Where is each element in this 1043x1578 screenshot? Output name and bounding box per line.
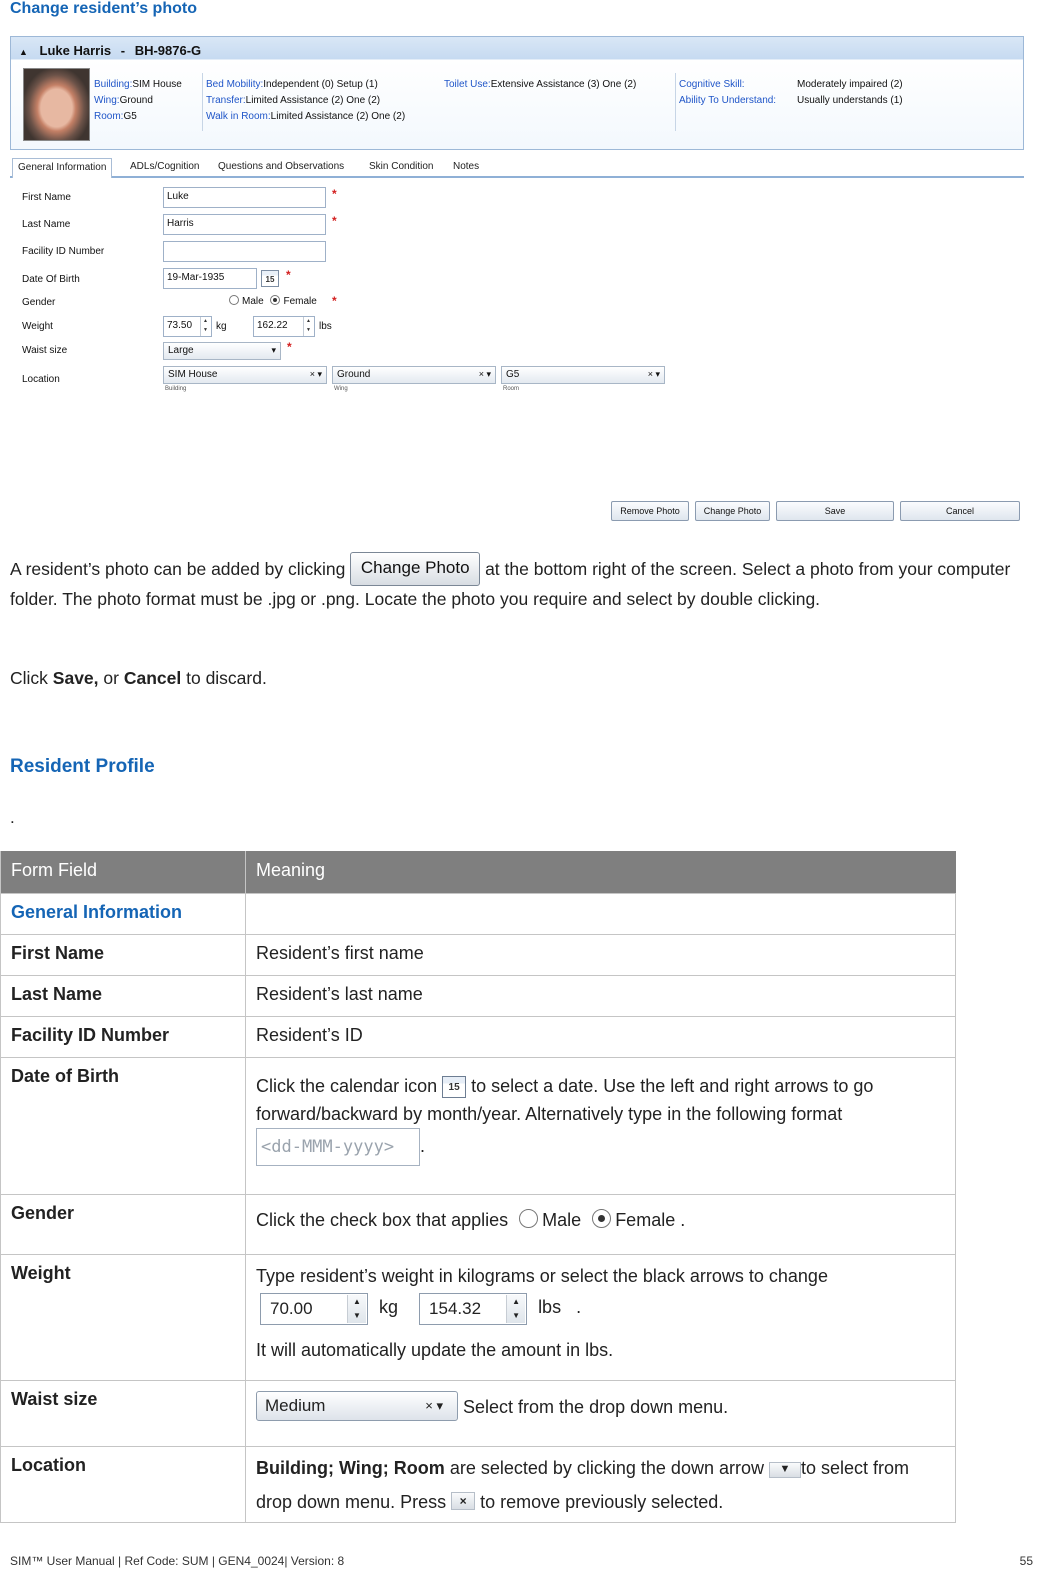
- info-mobility: [206, 77, 405, 125]
- field-first-name: First Name: [1, 934, 246, 975]
- info-value: Usually understands (1): [797, 95, 903, 106]
- info-value: Limited Assistance (2) One (2): [270, 111, 406, 122]
- meaning-weight: [246, 1254, 956, 1380]
- cancel-button[interactable]: Cancel: [900, 501, 1020, 521]
- facility-id-input[interactable]: [163, 241, 326, 262]
- dob-input[interactable]: 19-Mar-1935: [163, 268, 257, 289]
- page-footer: [10, 1554, 1033, 1568]
- required-marker: *: [332, 187, 337, 201]
- info-toilet: [444, 77, 636, 93]
- weight-kg-input[interactable]: [163, 316, 212, 337]
- meaning-facility-id: Resident’s ID: [246, 1016, 956, 1057]
- header-meaning: Meaning: [246, 851, 956, 893]
- table-row: [1, 975, 956, 1016]
- meaning-waist: [246, 1380, 956, 1446]
- kg-spinner[interactable]: ▲ ▼: [200, 317, 210, 336]
- table-row: [1, 1016, 956, 1057]
- waist-select[interactable]: [163, 342, 281, 360]
- field-waist: Waist size: [1, 1380, 246, 1446]
- field-weight: Weight: [1, 1254, 246, 1380]
- male-label: Male: [542, 1209, 582, 1230]
- clear-chevron-icon[interactable]: × ▾: [478, 369, 491, 379]
- para-text: at the bottom right of the screen. Select a photo from your computer folder. The photo format must be .jpg or .png. Locate the photo you require and select by double clicking.: [10, 559, 1011, 609]
- cell-text: Click the check box that applies: [256, 1209, 509, 1230]
- dob-label: Date Of Birth: [22, 274, 80, 285]
- cancel-keyword: Cancel: [123, 668, 182, 688]
- clear-chevron-icon: × ▾: [425, 1397, 443, 1413]
- info-value: Moderately impaired (2): [797, 79, 903, 90]
- cell-text: are selected by clicking the down arrow: [449, 1457, 764, 1478]
- app-screenshot: [10, 36, 1024, 524]
- info-value: Independent (0) Setup (1): [263, 79, 378, 90]
- field-dob: Date of Birth: [1, 1057, 246, 1194]
- facility-id-label: Facility ID Number: [22, 246, 105, 257]
- save-button[interactable]: Save: [776, 501, 894, 521]
- kg-unit: kg: [216, 321, 227, 332]
- cell-text: to select a date. Use the left and right arrows to go forward/backward by month/year. Alternatively type in the following format: [256, 1075, 874, 1124]
- date-format-sample: <dd-MMM-yyyy>: [256, 1128, 420, 1166]
- radio-icon: [519, 1209, 538, 1228]
- waist-sample-select: [256, 1391, 458, 1421]
- chevron-down-icon[interactable]: ▾: [271, 345, 276, 355]
- location-label: Location: [22, 374, 60, 385]
- spinner-icon: ▲ ▼: [506, 1295, 525, 1323]
- section-title-change-photo: Change resident’s photo: [10, 0, 197, 17]
- tab-bar: [10, 156, 1024, 178]
- meaning-dob: [246, 1057, 956, 1194]
- waist-label: Waist size: [22, 345, 68, 356]
- cell-text: .: [680, 1209, 686, 1230]
- lbs-sample-value: 154.32: [429, 1298, 482, 1318]
- resident-title: [19, 43, 201, 58]
- kg-sample-input: [260, 1293, 368, 1325]
- cell-text: Type resident’s weight in kilograms or select the black arrows to change: [256, 1265, 828, 1286]
- info-cognition-labels: [679, 77, 776, 109]
- waist-sample-value: Medium: [265, 1395, 326, 1415]
- weight-lbs-input[interactable]: [253, 316, 315, 337]
- change-photo-button[interactable]: Change Photo: [695, 501, 770, 521]
- table-row: [1, 1194, 956, 1254]
- field-gender: Gender: [1, 1194, 246, 1254]
- tab-general-information[interactable]: General Information: [12, 158, 112, 178]
- calendar-icon: 15: [442, 1076, 466, 1098]
- save-keyword: Save,: [52, 668, 99, 688]
- para-text: or: [103, 668, 119, 688]
- tab-skin-condition[interactable]: Skin Condition: [369, 161, 434, 172]
- para-text: Click: [10, 668, 48, 688]
- resident-name: Luke Harris: [39, 43, 112, 58]
- wing-value: Ground: [337, 369, 371, 380]
- field-facility-id: Facility ID Number: [1, 1016, 246, 1057]
- resident-header: [10, 36, 1024, 150]
- stray-dot: .: [10, 808, 15, 827]
- info-label: Ability To Understand:: [679, 95, 777, 106]
- footer-text: SIM™ User Manual | Ref Code: SUM | GEN4_0024| Version: 8: [10, 1554, 345, 1568]
- room-select[interactable]: [501, 366, 665, 384]
- para-text: A resident’s photo can be added by clicking: [10, 559, 346, 579]
- info-value: Limited Assistance (2) One (2): [245, 95, 381, 106]
- radio-selected-icon: [592, 1209, 611, 1228]
- building-caption: Building: [165, 386, 187, 392]
- wing-caption: Wing: [334, 386, 348, 392]
- table-row: [1, 893, 956, 934]
- room-caption: Room: [503, 386, 520, 392]
- weight-kg-value: 73.50: [167, 320, 193, 331]
- table-cell: [246, 893, 956, 934]
- info-label: Transfer:: [206, 95, 246, 106]
- info-location: [94, 77, 182, 125]
- chevron-down-icon: ▼: [769, 1462, 801, 1478]
- info-value: Extensive Assistance (3) One (2): [490, 79, 637, 90]
- male-label: Male: [242, 296, 264, 307]
- table-row: [1, 1254, 956, 1380]
- required-marker: *: [332, 294, 337, 308]
- cell-text: to remove previously selected.: [480, 1491, 724, 1512]
- last-name-label: Last Name: [22, 219, 71, 230]
- lbs-sample-input: [419, 1293, 527, 1325]
- header-form-field: Form Field: [1, 851, 246, 893]
- collapse-icon[interactable]: ▲: [19, 47, 28, 57]
- first-name-input[interactable]: Luke: [163, 187, 326, 208]
- info-label: Building:: [94, 79, 133, 90]
- required-marker: *: [287, 340, 292, 354]
- meaning-first-name: Resident’s first name: [246, 934, 956, 975]
- calendar-icon[interactable]: 15: [261, 270, 279, 287]
- info-value: Ground: [119, 95, 153, 106]
- cell-text: It will automatically update the amount in lbs.: [256, 1339, 614, 1360]
- info-label: Toilet Use:: [444, 79, 491, 90]
- first-name-label: First Name: [22, 192, 71, 203]
- lbs-sample-unit: lbs: [538, 1297, 562, 1318]
- info-value: G5: [123, 111, 137, 122]
- field-location: Location: [1, 1446, 246, 1522]
- info-label: Wing:: [94, 95, 120, 106]
- remove-photo-button[interactable]: Remove Photo: [611, 501, 689, 521]
- table-row: [1, 1446, 956, 1522]
- tab-adls-cognition[interactable]: ADLs/Cognition: [130, 161, 200, 172]
- radio-female[interactable]: [270, 295, 280, 305]
- table-row: [1, 1380, 956, 1446]
- female-label: Female: [615, 1209, 676, 1230]
- close-icon: ×: [451, 1492, 475, 1510]
- kg-sample-unit: kg: [379, 1297, 399, 1318]
- page-number: 55: [1019, 1554, 1033, 1568]
- paragraph-save: [10, 665, 267, 692]
- kg-sample-value: 70.00: [270, 1298, 313, 1318]
- info-label: Room:: [94, 111, 124, 122]
- info-divider: [675, 73, 676, 131]
- cell-text: to select from drop down menu. Press: [256, 1457, 910, 1512]
- required-marker: *: [332, 214, 337, 228]
- section-title-resident-profile: Resident Profile: [10, 756, 155, 777]
- cell-text-bold: Building; Wing; Room: [256, 1457, 445, 1478]
- female-label: Female: [283, 296, 317, 307]
- lbs-unit: lbs: [319, 321, 332, 332]
- tab-notes[interactable]: Notes: [453, 161, 480, 172]
- meaning-location: [246, 1446, 956, 1522]
- field-last-name: Last Name: [1, 975, 246, 1016]
- cell-text: .: [576, 1297, 582, 1318]
- info-label: Bed Mobility:: [206, 79, 264, 90]
- cell-text: Click the calendar icon: [256, 1075, 438, 1096]
- profile-table: [0, 851, 956, 1523]
- paragraph-change-photo: [10, 552, 1035, 613]
- info-label: Cognitive Skill:: [679, 79, 745, 90]
- radio-male[interactable]: [229, 295, 239, 305]
- waist-value: Large: [168, 345, 194, 356]
- table-header-row: [1, 851, 956, 893]
- info-value: SIM House: [132, 79, 182, 90]
- group-general-information: General Information: [1, 893, 246, 934]
- para-text: to discard.: [186, 668, 267, 688]
- room-value: G5: [506, 369, 520, 380]
- info-divider: [202, 73, 203, 131]
- info-cognition-values: [797, 77, 903, 109]
- table-row: [1, 934, 956, 975]
- table-row: [1, 1057, 956, 1194]
- clear-chevron-icon[interactable]: × ▾: [647, 369, 660, 379]
- cell-text: .: [420, 1135, 426, 1156]
- building-select[interactable]: [163, 366, 327, 384]
- resident-photo: [23, 68, 90, 141]
- gender-label: Gender: [22, 297, 56, 308]
- lbs-spinner[interactable]: ▲ ▼: [303, 317, 313, 336]
- resident-code: BH-9876-G: [134, 43, 202, 58]
- meaning-last-name: Resident’s last name: [246, 975, 956, 1016]
- clear-chevron-icon[interactable]: × ▾: [309, 369, 322, 379]
- change-photo-button-sample: Change Photo: [350, 552, 480, 586]
- weight-sample: [260, 1293, 945, 1331]
- required-marker: *: [286, 268, 291, 282]
- spinner-icon: ▲ ▼: [347, 1295, 366, 1323]
- title-separator: -: [120, 43, 126, 58]
- weight-lbs-value: 162.22: [257, 320, 288, 331]
- last-name-input[interactable]: Harris: [163, 214, 326, 235]
- tab-questions-observations[interactable]: Questions and Observations: [218, 161, 345, 172]
- meaning-gender: [246, 1194, 956, 1254]
- cell-text: Select from the drop down menu.: [463, 1396, 729, 1417]
- info-label: Walk in Room:: [206, 111, 271, 122]
- weight-label: Weight: [22, 321, 53, 332]
- building-value: SIM House: [168, 369, 218, 380]
- wing-select[interactable]: [332, 366, 496, 384]
- gender-options: [229, 295, 317, 307]
